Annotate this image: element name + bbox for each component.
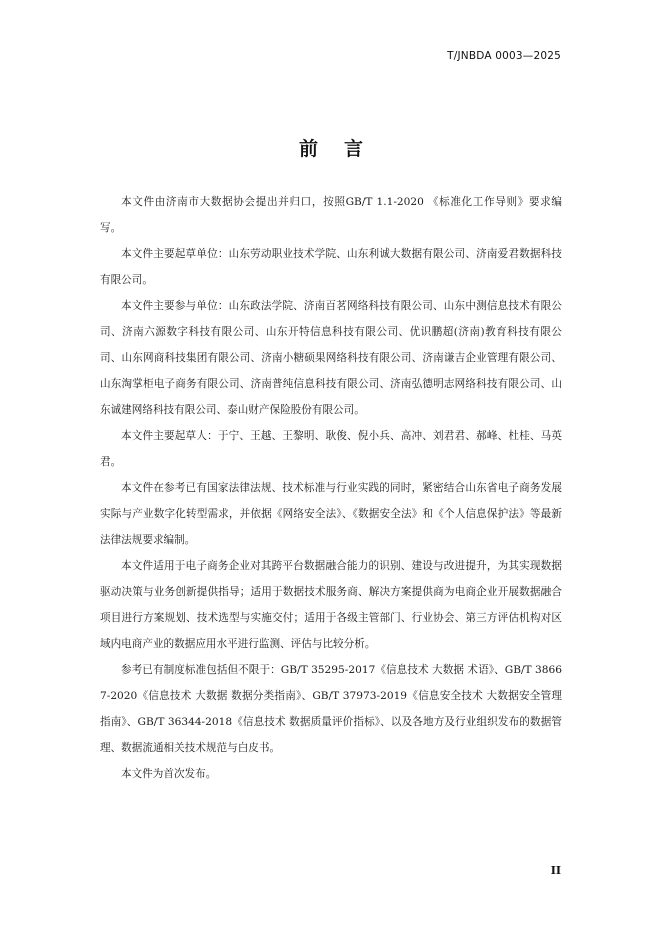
foreword-body	[100, 189, 562, 787]
paragraph-references: 参考已有制度标准包括但不限于：GB/T 35295-2017《信息技术 大数据 术语》、GB/T 38667-2020《信息技术 大数据 数据分类指南》、GB/T 37973-2019《信息安全技术 大数据安全管理指南》、GB/T 36344-2018《信息技术 数据质量评价指标》、以及各地方及行业组织发布的数据管理、数据流通相关技术规范与白皮书。	[100, 664, 562, 754]
paragraph-participating-units: 本文件主要参与单位：山东政法学院、济南百茗网络科技有限公司、山东中测信息技术有限公司、济南六源数字科技有限公司、山东开特信息科技有限公司、优识鹏超(济南)教育科技有限公司、山东网商科技集团有限公司、济南小糖硕果网络科技有限公司、济南谦吉企业管理有限公司、山东淘掌柜电子商务有限公司、济南普纯信息科技有限公司、济南弘德明志网络科技有限公司、山东诚建网络科技有限公司、泰山财产保险股份有限公司。	[100, 300, 562, 416]
page-title: 前言	[298, 138, 389, 160]
paragraph-drafters: 本文件主要起草人：于宁、王越、王黎明、耿俊、倪小兵、高冲、刘君君、郝峰、杜桂、马英君。	[100, 430, 562, 468]
paragraph-first-release: 本文件为首次发布。	[121, 768, 217, 780]
paragraph-scope: 本文件适用于电子商务企业对其跨平台数据融合能力的识别、建设与改进提升，为其实现数据驱动决策与业务创新提供指导；适用于数据技术服务商、解决方案提供商为电商企业开展数据融合项目进行方案规划、技术选型与实施交付；适用于各级主管部门、行业协会、第三方评估机构对区域内电商产业的数据应用水平进行监测、评估与比较分析。	[100, 560, 562, 650]
paragraph-drafting-units: 本文件主要起草单位：山东劳动职业技术学院、山东利诚大数据有限公司、济南爱君数据科技有限公司。	[100, 248, 562, 286]
paragraph-proposer: 本文件由济南市大数据协会提出并归口，按照GB/T 1.1-2020 《标准化工作导则》要求编写。	[100, 196, 562, 234]
document-id-header: T/JNBDA 0003—2025	[447, 50, 561, 62]
page-number: II	[550, 864, 561, 877]
paragraph-basis: 本文件在参考已有国家法律法规、技术标准与行业实践的同时，紧密结合山东省电子商务发展实际与产业数字化转型需求，并依据《网络安全法》、《数据安全法》和《个人信息保护法》等最新法律法规要求编制。	[100, 482, 562, 546]
